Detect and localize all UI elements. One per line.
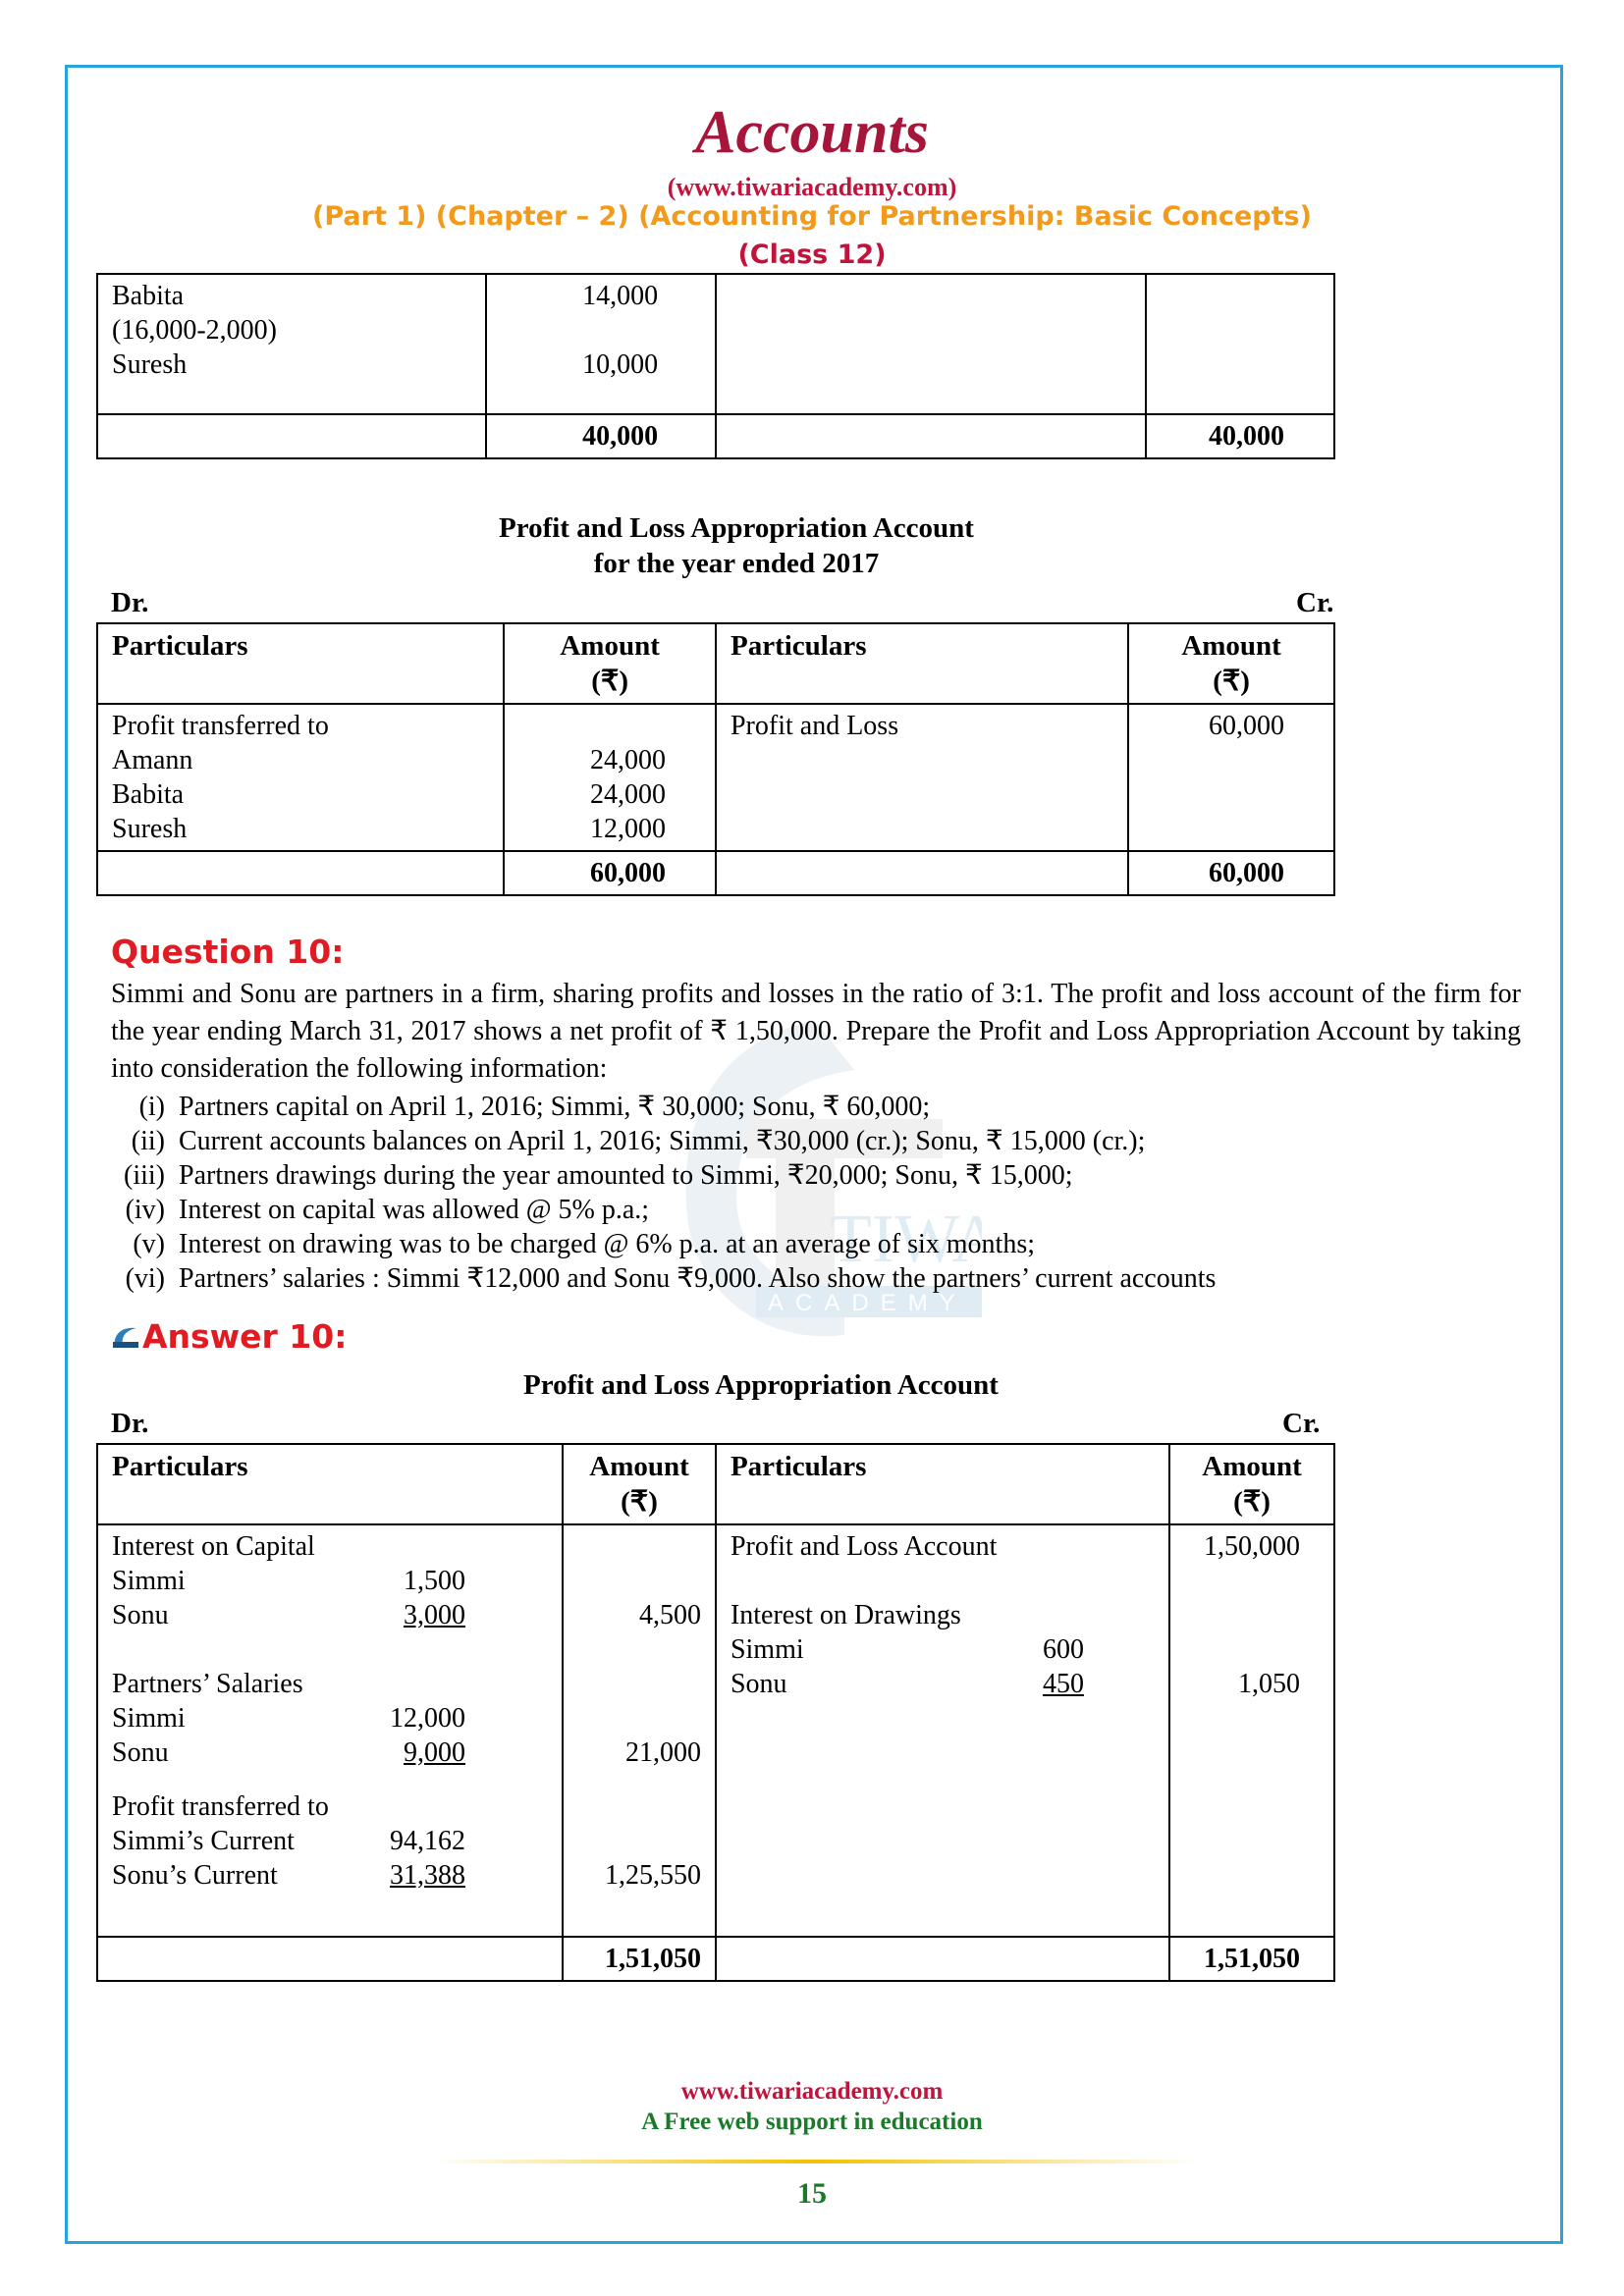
currency-heading: (₹) <box>591 666 628 697</box>
line: Profit and Loss Account <box>730 1531 998 1562</box>
total-row-label <box>97 414 486 458</box>
amount: 1,050 <box>1238 1669 1300 1699</box>
total-right: 40,000 <box>1146 414 1334 458</box>
sub-label: Simmi <box>730 1634 804 1665</box>
row-label: (16,000-2,000) <box>112 315 277 346</box>
answer-left-amounts <box>563 1524 716 1937</box>
continued-right-amounts <box>1146 274 1334 414</box>
sub-amount: 600 <box>1042 1634 1084 1665</box>
line: Partners’ Salaries <box>112 1669 303 1699</box>
line: Interest on Capital <box>112 1531 315 1562</box>
continued-labels <box>97 274 486 414</box>
sub-amount: 31,388 <box>390 1860 465 1891</box>
list-item <box>96 1158 1216 1193</box>
amount: 24,000 <box>589 779 666 810</box>
pl1-col-amount-right <box>1128 623 1334 704</box>
answer-right-particulars <box>716 1524 1169 1937</box>
answer-cr: Cr. <box>1282 1408 1321 1439</box>
line <box>112 1858 548 1893</box>
item-text: Partners capital on April 1, 2016; Simmi, ₹ 30,000; Sonu, ₹ 60,000; <box>179 1092 931 1122</box>
pl1-col-amount <box>504 623 716 704</box>
continued-right-particulars <box>716 274 1146 414</box>
sub-label: Simmi’s Current <box>112 1826 295 1856</box>
item-number: (iv) <box>125 1195 165 1225</box>
sub-amount: 94,162 <box>390 1826 465 1856</box>
continued-ledger-table <box>96 273 1335 459</box>
answer-total-left: 1,51,050 <box>563 1937 716 1981</box>
pl1-total-right: 60,000 <box>1128 851 1334 895</box>
total-left: 40,000 <box>486 414 716 458</box>
answer-left-particulars <box>97 1524 563 1937</box>
item-number: (v) <box>133 1229 165 1259</box>
amount-heading: Amount <box>589 1451 689 1482</box>
answer-col-particulars: Particulars <box>97 1444 563 1524</box>
sub-label: Simmi <box>112 1566 186 1596</box>
line: Profit transferred to <box>112 1791 329 1822</box>
sub-label: Sonu <box>112 1737 169 1768</box>
sub-label: Sonu’s Current <box>112 1860 278 1891</box>
row-amount: 14,000 <box>582 281 659 311</box>
currency-heading: (₹) <box>1213 666 1250 697</box>
amount-heading: Amount <box>1202 1451 1302 1482</box>
answer-total-label <box>97 1937 563 1981</box>
amount-heading: Amount <box>1181 630 1281 662</box>
answer-total-right: 1,51,050 <box>1169 1937 1334 1981</box>
pl1-left-particulars <box>97 704 504 851</box>
item-text: Partners drawings during the year amounted to Simmi, ₹20,000; Sonu, ₹ 15,000; <box>179 1160 1073 1191</box>
line: Profit transferred to <box>112 711 329 741</box>
line: Amann <box>112 745 193 775</box>
pl1-col-particulars-right: Particulars <box>716 623 1128 704</box>
sub-amount: 1,500 <box>404 1566 465 1596</box>
line <box>731 1632 1155 1667</box>
line: Suresh <box>112 814 188 844</box>
footer-site-link[interactable]: www.tiwariacademy.com <box>680 2078 944 2105</box>
sub-amount: 3,000 <box>404 1600 465 1630</box>
question-heading: Question 10: <box>111 933 345 971</box>
row-amount: 10,000 <box>582 349 659 380</box>
pl1-total-label-right <box>716 851 1128 895</box>
total-row-label-right <box>716 414 1146 458</box>
answer-col-amount-right <box>1169 1444 1334 1524</box>
pl1-left-amounts <box>504 704 716 851</box>
answer-heading: Answer 10: <box>142 1317 348 1356</box>
answer-table <box>96 1443 1335 1982</box>
list-item <box>96 1193 1216 1227</box>
pl1-subtitle: for the year ended 2017 <box>593 548 880 579</box>
currency-heading: (₹) <box>1233 1486 1271 1518</box>
line <box>112 1735 548 1770</box>
answer-right-amounts <box>1169 1524 1334 1937</box>
answer-col-particulars-right: Particulars <box>716 1444 1169 1524</box>
pl1-title: Profit and Loss Appropriation Account <box>499 512 974 544</box>
footer-divider <box>432 2160 1198 2163</box>
amount: 12,000 <box>589 814 666 844</box>
line: Babita <box>112 779 185 810</box>
line <box>731 1667 1155 1701</box>
pl1-cr: Cr. <box>1296 587 1334 618</box>
answer-total-label-right <box>716 1937 1169 1981</box>
pl1-total-left: 60,000 <box>504 851 716 895</box>
answer-heading-row <box>111 1317 347 1356</box>
currency-heading: (₹) <box>621 1486 658 1518</box>
list-item <box>96 1227 1216 1261</box>
list-item <box>96 1261 1216 1296</box>
amount-heading: Amount <box>560 630 660 662</box>
line: Interest on Drawings <box>730 1600 961 1630</box>
item-number: (iii) <box>124 1160 165 1191</box>
answer-dr: Dr. <box>111 1408 149 1439</box>
answer-icon <box>111 1324 140 1350</box>
pl1-right-particulars: Profit and Loss <box>716 704 1128 851</box>
sub-label: Sonu <box>730 1669 787 1699</box>
row-amount <box>501 313 658 347</box>
item-number: (ii) <box>131 1126 165 1156</box>
question-list <box>96 1090 1216 1296</box>
watermark-text-main: TIWA <box>830 1201 982 1277</box>
amount: 4,500 <box>638 1600 701 1630</box>
row-label: Babita <box>112 281 185 311</box>
sub-amount: 9,000 <box>404 1737 465 1768</box>
list-item <box>96 1090 1216 1124</box>
amount: 1,25,550 <box>604 1860 701 1891</box>
pl1-table <box>96 622 1335 896</box>
sub-label: Sonu <box>112 1600 169 1630</box>
header-site-link[interactable]: (www.tiwariacademy.com) <box>667 173 957 201</box>
page-number: 15 <box>797 2177 827 2210</box>
amount: 21,000 <box>624 1737 701 1768</box>
pl1-dr: Dr. <box>111 587 149 618</box>
line <box>112 1824 548 1858</box>
chapter-subtitle: (Part 1) (Chapter – 2) (Accounting for Partnership: Basic Concepts) <box>312 201 1312 232</box>
list-item <box>96 1124 1216 1158</box>
sub-amount: 12,000 <box>390 1703 465 1734</box>
item-text: Interest on drawing was to be charged @ 6% p.a. at an average of six months; <box>179 1229 1036 1259</box>
question-text: Simmi and Sonu are partners in a firm, sharing profits and losses in the ratio of 3:1. The profit and loss account of the firm for the year ending March 31, 2017 shows a net profit of ₹ 1,50,000. Prepare the Profit and Loss Appropriation Account by taking into consideration the following information: <box>111 979 1521 1084</box>
line <box>112 1701 548 1735</box>
answer-table-title: Profit and Loss Appropriation Account <box>523 1369 999 1401</box>
item-text: Partners’ salaries : Simmi ₹12,000 and Sonu ₹9,000. Also show the partners’ current accounts <box>179 1263 1217 1294</box>
pl1-right-amount: 60,000 <box>1128 704 1334 851</box>
item-number: (vi) <box>125 1263 165 1294</box>
item-text: Interest on capital was allowed @ 5% p.a.; <box>179 1195 650 1225</box>
sub-amount: 450 <box>1042 1669 1084 1699</box>
page-title: Accounts <box>695 99 929 166</box>
amount: 1,50,000 <box>1204 1531 1300 1562</box>
answer-col-amount <box>563 1444 716 1524</box>
item-number: (i) <box>138 1092 165 1122</box>
item-text: Current accounts balances on April 1, 2016; Simmi, ₹30,000 (cr.); Sonu, ₹ 15,000 (cr.); <box>179 1126 1146 1156</box>
amount <box>518 709 666 743</box>
footer-tagline: A Free web support in education <box>641 2109 983 2135</box>
sub-label: Simmi <box>112 1703 186 1734</box>
class-label: (Class 12) <box>737 240 887 270</box>
line <box>112 1564 548 1598</box>
row-label: Suresh <box>112 349 188 380</box>
amount: 24,000 <box>589 745 666 775</box>
line <box>112 1598 548 1632</box>
watermark-text-sub: ACADEMY <box>768 1290 967 1316</box>
pl1-col-particulars: Particulars <box>97 623 504 704</box>
pl1-total-label <box>97 851 504 895</box>
continued-amounts <box>486 274 716 414</box>
